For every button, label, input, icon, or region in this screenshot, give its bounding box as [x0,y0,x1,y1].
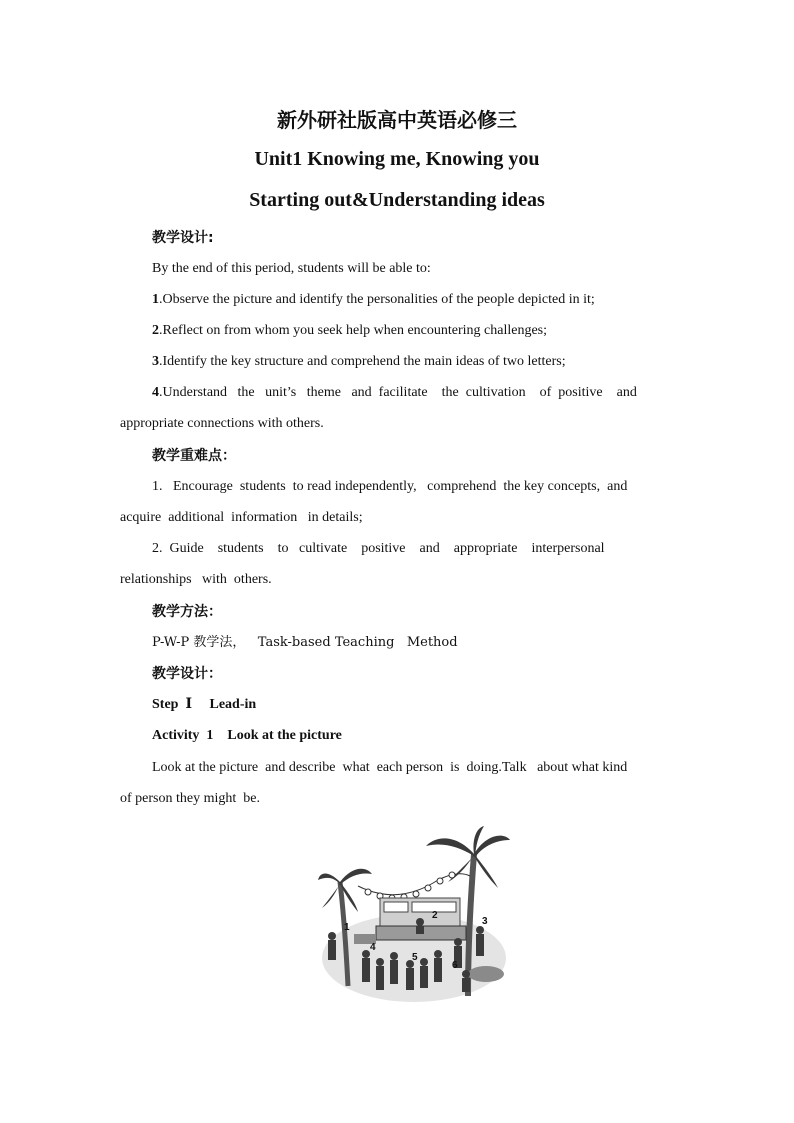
objective-number: 2 [152,323,159,338]
key-point-1-continued: acquire additional information in details; [120,510,363,525]
document-title-cn: 新外研社版高中英语必修三 [277,108,517,132]
key-points-heading: 教学重难点： [152,448,236,464]
objective-number: 1 [152,292,159,307]
objective-text: .Reflect on from whom you seek help when encountering challenges; [159,323,547,338]
key-point-1: 1. Encourage students to read independently, comprehend the key concepts, and [152,479,628,494]
objective-number: 4 [152,385,159,400]
figure-label-1: 1 [344,922,350,933]
objective-2 [152,321,674,341]
objective-number: 3 [152,354,159,369]
key-point-2: 2. Guide students to cultivate positive and appropriate interpersonal [152,541,605,556]
objective-text: .Understand the unit’s theme and facilitate the cultivation of positive and [159,385,637,400]
figure-label-6: 6 [452,960,458,971]
objective-1 [152,290,674,310]
methods-heading: 教学方法： [152,604,222,620]
figure-label-5: 5 [412,952,418,963]
objective-4 [152,383,674,403]
design-heading: 教学设计: [152,230,214,246]
design-heading-2: 教学设计： [152,666,222,682]
objective-3 [152,352,674,372]
section-title: Starting out&Understanding ideas [249,189,545,211]
objective-4-continued: appropriate connections with others. [120,416,324,431]
instruction-text: Look at the picture and describe what each person is doing.Talk about what kind [152,760,628,775]
figure-label-3: 3 [482,916,488,927]
step-heading: Step Ⅰ Lead-in [152,697,257,712]
objective-text: .Identify the key structure and comprehend the main ideas of two letters; [159,354,566,369]
key-point-2-continued: relationships with others. [120,572,272,587]
figure-label-4: 4 [370,942,376,953]
intro-text: By the end of this period, students will be able to: [152,261,431,276]
instruction-text-continued: of person they might be. [120,791,260,806]
methods-text: P-W-P 教学法， Task-based Teaching Method [152,635,458,650]
activity-heading: Activity 1 Look at the picture [152,728,342,743]
objective-text: .Observe the picture and identify the personalities of the people depicted in it; [159,292,595,307]
party-scene-illustration [318,826,510,1004]
figure-label-2: 2 [432,910,438,921]
unit-title: Unit1 Knowing me, Knowing you [254,148,540,170]
